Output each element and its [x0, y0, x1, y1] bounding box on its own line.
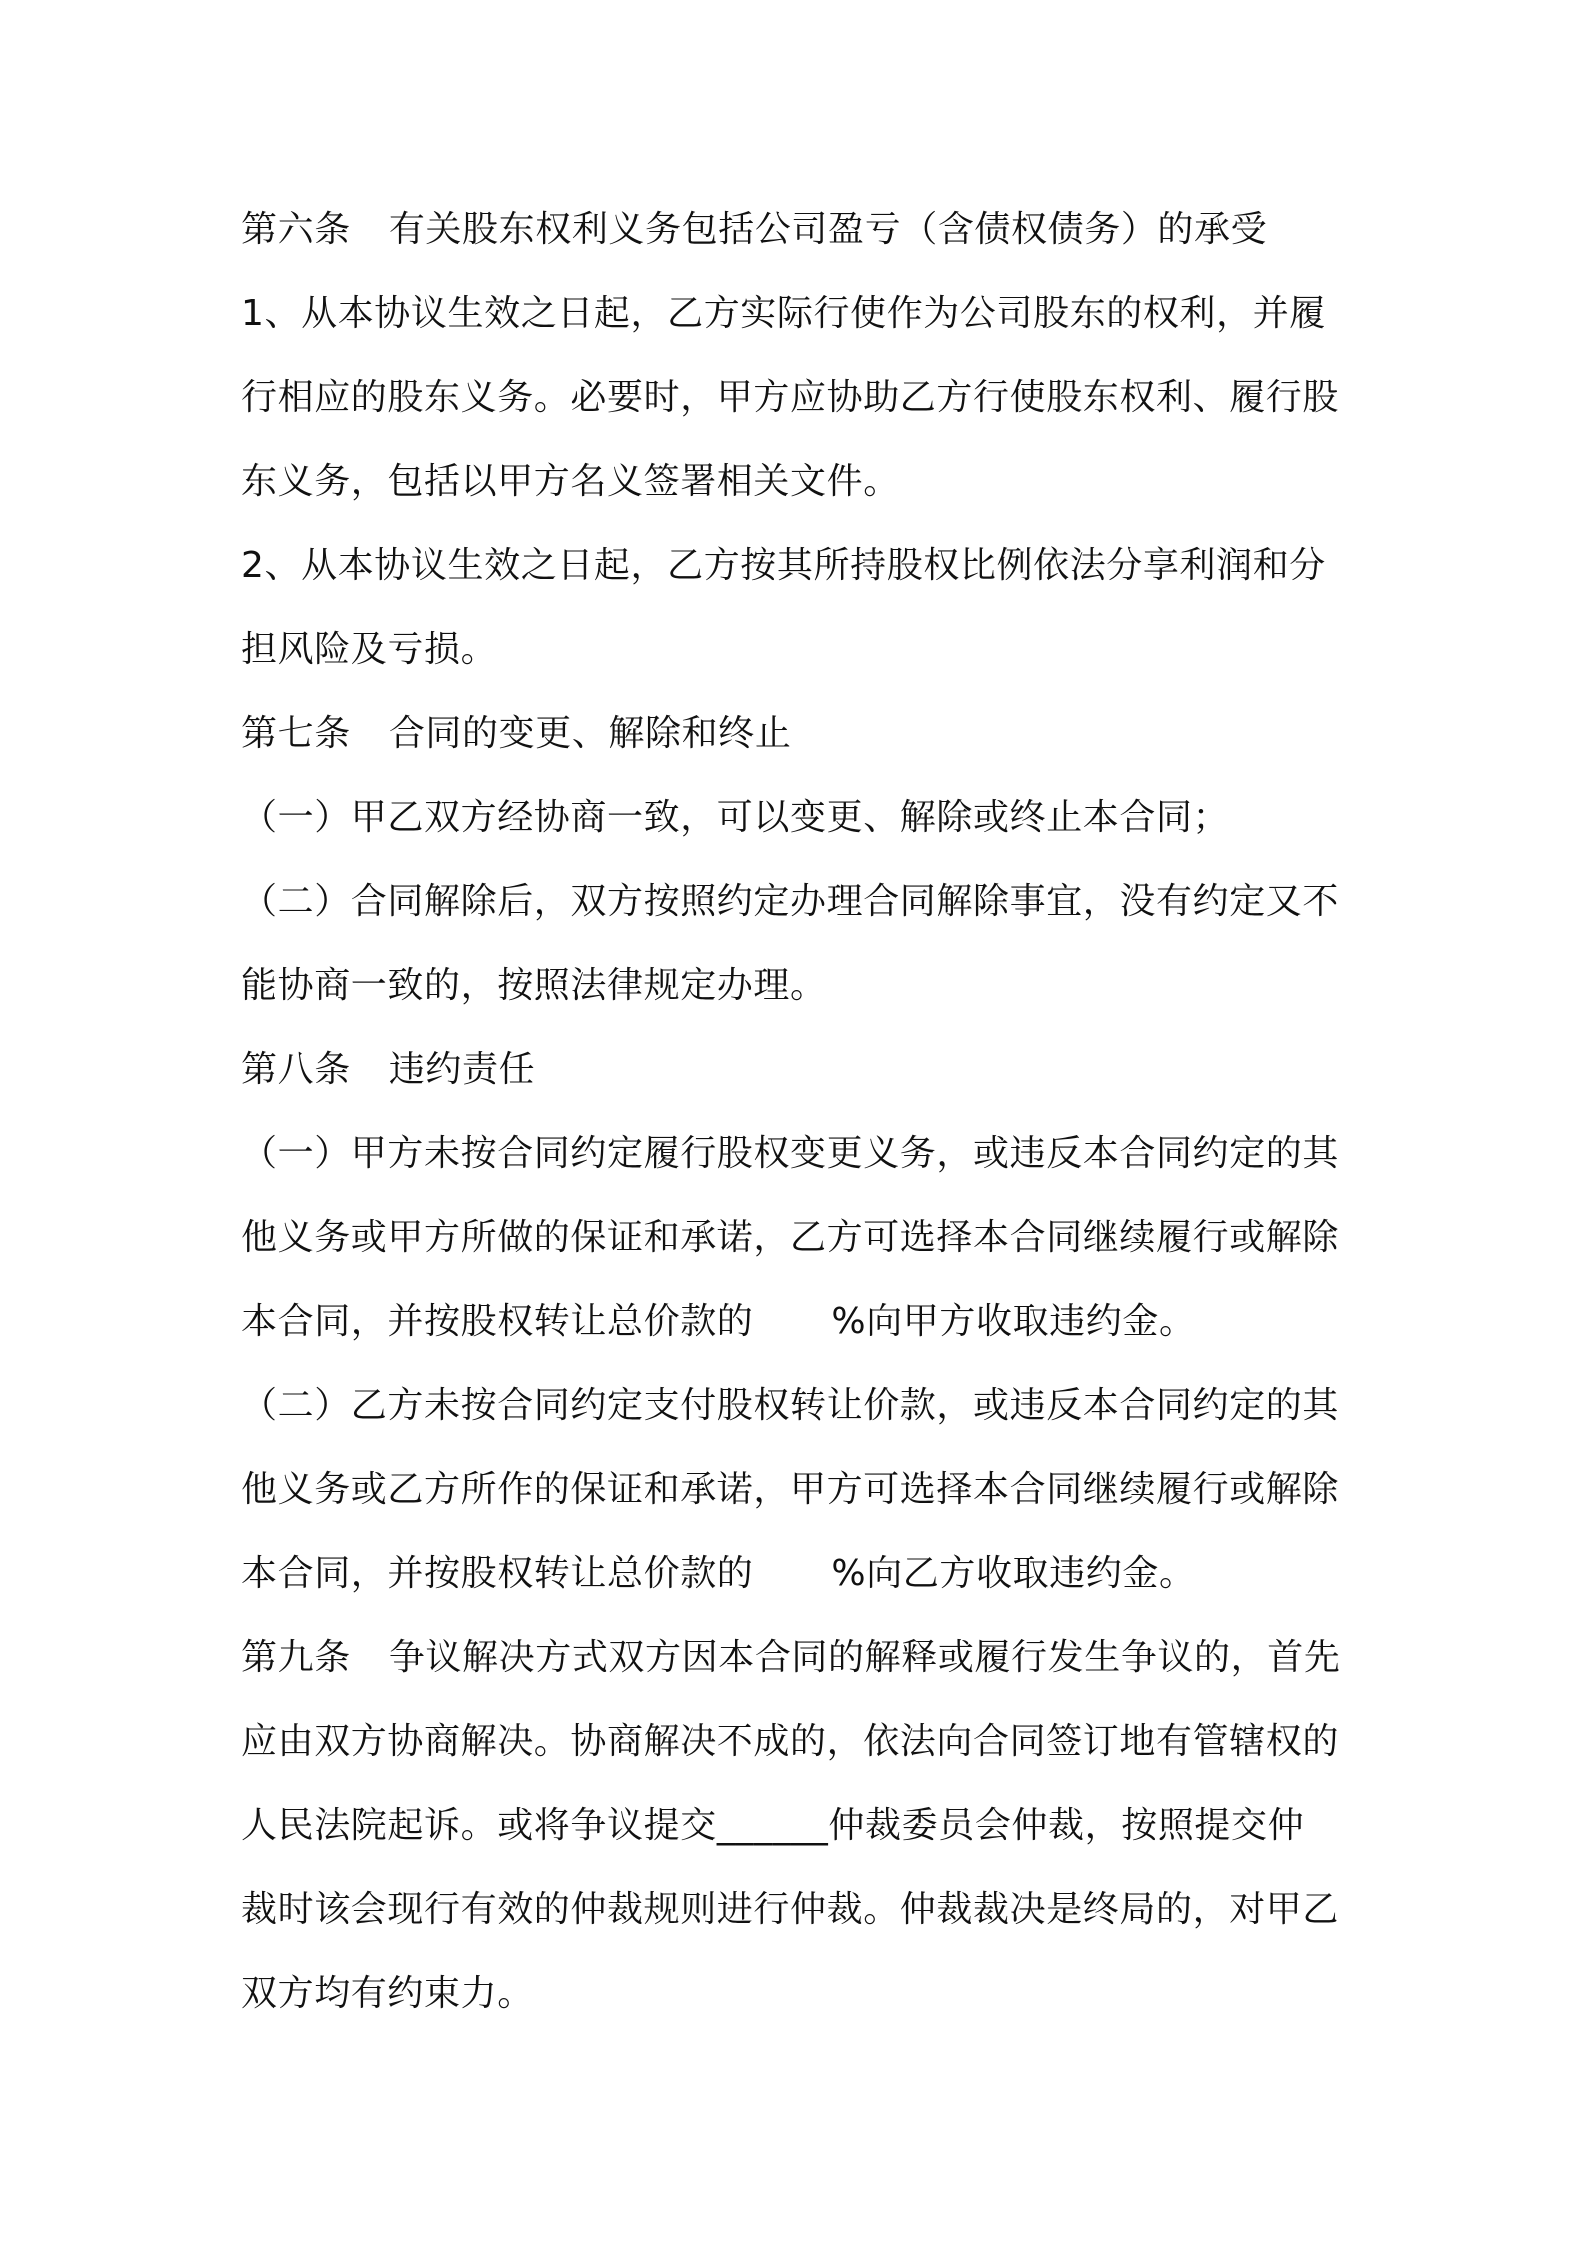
article-9-line-2: 应由双方协商解决。协商解决不成的，依法向合同签订地有管辖权的 [241, 1721, 1340, 1762]
article-8-clause-1-line-2: 他义务或甲方所做的保证和承诺，乙方可选择本合同继续履行或解除 [241, 1217, 1340, 1258]
article-7-number: 第七条 [241, 713, 351, 754]
article-8-clause-2-text-before: 本合同，并按股权转让总价款的 [241, 1553, 754, 1594]
article-8-heading [241, 1038, 1351, 1122]
article-8-clause-2-line-3 [241, 1542, 1351, 1626]
article-8-clause-1-text-before: 本合同，并按股权转让总价款的 [241, 1301, 754, 1342]
article-9-text-3-before: 人民法院起诉。或将争议提交 [241, 1805, 717, 1846]
article-6-para-2-line-1: 2、从本协议生效之日起，乙方按其所持股权比例依法分享利润和分 [241, 545, 1326, 586]
article-7-clause-2-line-2: 能协商一致的，按照法律规定办理。 [241, 965, 827, 1006]
article-9-line-1 [241, 1626, 1351, 1710]
article-8-clause-1-line-3 [241, 1290, 1351, 1374]
article-9-line-4: 裁时该会现行有效的仲裁规则进行仲裁。仲裁裁决是终局的，对甲乙 [241, 1889, 1340, 1930]
article-9-line-3 [241, 1794, 1351, 1878]
article-6-number: 第六条 [241, 209, 351, 250]
article-6-para-1-line-3: 东义务，包括以甲方名义签署相关文件。 [241, 461, 900, 502]
article-8-clause-1-line-1: （一）甲方未按合同约定履行股权变更义务，或违反本合同约定的其 [241, 1133, 1340, 1174]
article-7-clause-1: （一）甲乙双方经协商一致，可以变更、解除或终止本合同； [241, 797, 1230, 838]
article-7-title: 合同的变更、解除和终止 [388, 713, 792, 754]
article-6-para-1-line-1: 1、从本协议生效之日起，乙方实际行使作为公司股东的权利，并履 [241, 293, 1326, 334]
article-8-clause-2-line-1: （二）乙方未按合同约定支付股权转让价款，或违反本合同约定的其 [241, 1385, 1340, 1426]
contract-body [241, 198, 1351, 2046]
article-8-clause-2-line-2: 他义务或乙方所作的保证和承诺，甲方可选择本合同继续履行或解除 [241, 1469, 1340, 1510]
article-7-clause-2-line-1: （二）合同解除后，双方按照约定办理合同解除事宜，没有约定又不 [241, 881, 1340, 922]
article-9-text-3-after: 仲裁委员会仲裁，按照提交仲 [828, 1805, 1305, 1846]
article-6-heading [241, 198, 1351, 282]
article-8-clause-1-text-after: %向甲方收取违约金。 [831, 1301, 1196, 1342]
article-6-para-1-line-2: 行相应的股东义务。必要时，甲方应协助乙方行使股东权利、履行股 [241, 377, 1340, 418]
article-9-number: 第九条 [241, 1637, 351, 1678]
article-8-title: 违约责任 [388, 1049, 536, 1090]
article-6-para-2-line-2: 担风险及亏损。 [241, 629, 498, 670]
article-6-title: 有关股东权利义务包括公司盈亏（含债权债务）的承受 [388, 209, 1268, 250]
article-8-number: 第八条 [241, 1049, 351, 1090]
arbitration-committee-blank: ______ [716, 1805, 829, 1846]
article-9-text-1: 争议解决方式双方因本合同的解释或履行发生争议的，首先 [388, 1637, 1341, 1678]
article-8-clause-2-text-after: %向乙方收取违约金。 [831, 1553, 1196, 1594]
article-9-line-5: 双方均有约束力。 [241, 1973, 534, 2014]
article-7-heading [241, 702, 1351, 786]
